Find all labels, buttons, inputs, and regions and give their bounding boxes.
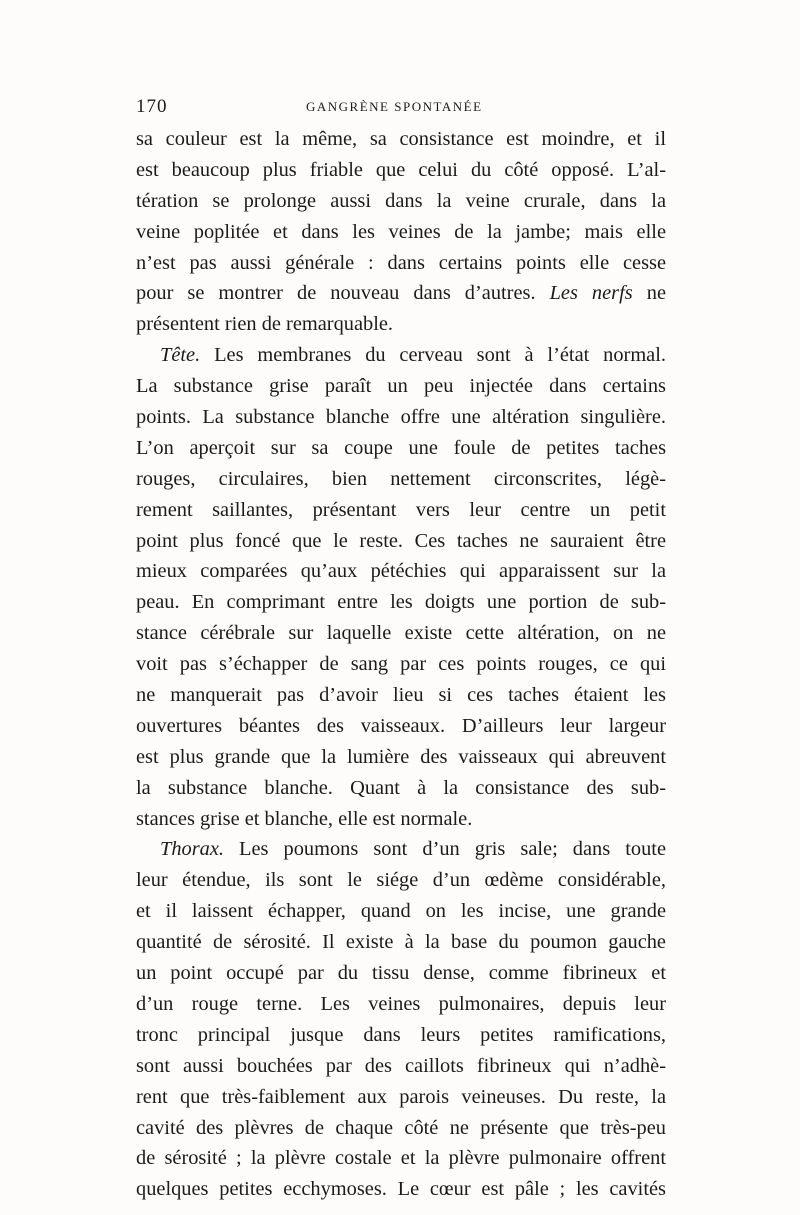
line-text: rement saillantes, présentant vers leur centre un petit <box>136 498 666 521</box>
text-line <box>136 1082 666 1113</box>
body-text <box>136 124 666 1205</box>
text-line <box>136 464 666 495</box>
line-text: sa couleur est la même, sa consistance est moindre, et il <box>136 128 666 150</box>
text-line <box>136 340 666 371</box>
line-text: points. La substance blanche offre une altération singulière. <box>136 406 666 429</box>
text-line <box>136 155 666 186</box>
line-text: sont aussi bouchées par des caillots fibrineux qui n’adhè- <box>136 1054 666 1077</box>
line-text: cavité des plèvres de chaque côté ne présente que très-peu <box>136 1116 666 1139</box>
line-text: leur étendue, ils sont le siége d’un œdème considérable, <box>136 869 666 892</box>
text-line <box>136 773 666 804</box>
text-line <box>136 618 666 649</box>
line-text: La substance grise paraît un peu injectée dans certains <box>136 375 666 398</box>
line-text: et il laissent échapper, quand on les incise, une grande <box>136 900 666 923</box>
text-line <box>136 402 666 433</box>
text-line <box>136 927 666 958</box>
line-text: un point occupé par du tissu dense, comme fibrineux et <box>136 962 666 985</box>
line-text: ne <box>632 282 666 305</box>
text-line <box>136 711 666 742</box>
line-text: point plus foncé que le reste. Ces taches ne sauraient être <box>136 529 666 552</box>
text-line <box>136 1174 666 1205</box>
text-line <box>136 309 666 340</box>
text-line <box>136 371 666 402</box>
text-line <box>136 1051 666 1082</box>
text-line <box>136 526 666 557</box>
text-line <box>136 433 666 464</box>
text-line <box>136 742 666 773</box>
line-text: d’un rouge terne. Les veines pulmonaires, depuis leur <box>136 992 666 1015</box>
text-line <box>136 896 666 927</box>
line-text: la substance blanche. Quant à la consistance des sub- <box>136 776 666 799</box>
text-line <box>136 1143 666 1174</box>
text-line <box>136 680 666 711</box>
line-text: est beaucoup plus friable que celui du côté opposé. L’al- <box>136 158 666 181</box>
italic-text: Les nerfs <box>549 282 633 305</box>
line-text: rouges, circulaires, bien nettement circonscrites, légè- <box>136 467 666 490</box>
text-line <box>136 495 666 526</box>
page-number: 170 <box>136 96 168 117</box>
line-text: stances grise et blanche, elle est normale. <box>136 807 473 830</box>
line-text: de sérosité ; la plèvre costale et la plèvre pulmonaire offrent <box>136 1147 666 1170</box>
text-line <box>136 958 666 989</box>
line-text: est plus grande que la lumière des vaisseaux qui abreuvent <box>136 745 666 768</box>
line-text: ouvertures béantes des vaisseaux. D’ailleurs leur largeur <box>136 714 666 737</box>
text-line <box>136 248 666 279</box>
line-text: pour se montrer de nouveau dans d’autres. <box>136 282 550 305</box>
text-line <box>136 834 666 865</box>
text-line <box>136 556 666 587</box>
text-line <box>136 217 666 248</box>
text-line <box>136 278 666 309</box>
line-text: L’on aperçoit sur sa coupe une foule de petites taches <box>136 436 666 459</box>
text-line <box>136 804 666 835</box>
line-text: ne manquerait pas d’avoir lieu si ces taches étaient les <box>136 684 666 707</box>
text-line <box>136 649 666 680</box>
italic-text: Tête. <box>160 344 201 367</box>
line-text: veine poplitée et dans les veines de la jambe; mais elle <box>136 220 666 243</box>
text-line <box>136 865 666 896</box>
line-text: Les membranes du cerveau sont à l’état normal. <box>200 344 666 367</box>
page-header <box>136 96 666 122</box>
line-text: n’est pas aussi générale : dans certains points elle cesse <box>136 251 666 274</box>
text-line <box>136 186 666 217</box>
line-text: rent que très-faiblement aux parois veineuses. Du reste, la <box>136 1085 666 1108</box>
text-line <box>136 1113 666 1144</box>
running-head: GANGRÈNE SPONTANÉE <box>306 99 483 114</box>
line-text: tération se prolonge aussi dans la veine crurale, dans la <box>136 189 666 212</box>
text-line <box>136 1020 666 1051</box>
line-text: quelques petites ecchymoses. Le cœur est pâle ; les cavités <box>136 1178 666 1201</box>
line-text: tronc principal jusque dans leurs petites ramifications, <box>136 1023 666 1046</box>
italic-text: Thorax. <box>160 838 225 861</box>
line-text: peau. En comprimant entre les doigts une portion de sub- <box>136 591 666 614</box>
line-text: Les poumons sont d’un gris sale; dans toute <box>224 838 666 861</box>
text-line <box>136 124 666 155</box>
line-text: mieux comparées qu’aux pétéchies qui apparaissent sur la <box>136 560 666 583</box>
line-text: présentent rien de remarquable. <box>136 313 394 336</box>
text-line <box>136 587 666 618</box>
line-text: quantité de sérosité. Il existe à la base du poumon gauche <box>136 931 666 954</box>
line-text: stance cérébrale sur laquelle existe cette altération, on ne <box>136 622 666 645</box>
text-line <box>136 989 666 1020</box>
line-text: voit pas s’échapper de sang par ces points rouges, ce qui <box>136 653 666 676</box>
